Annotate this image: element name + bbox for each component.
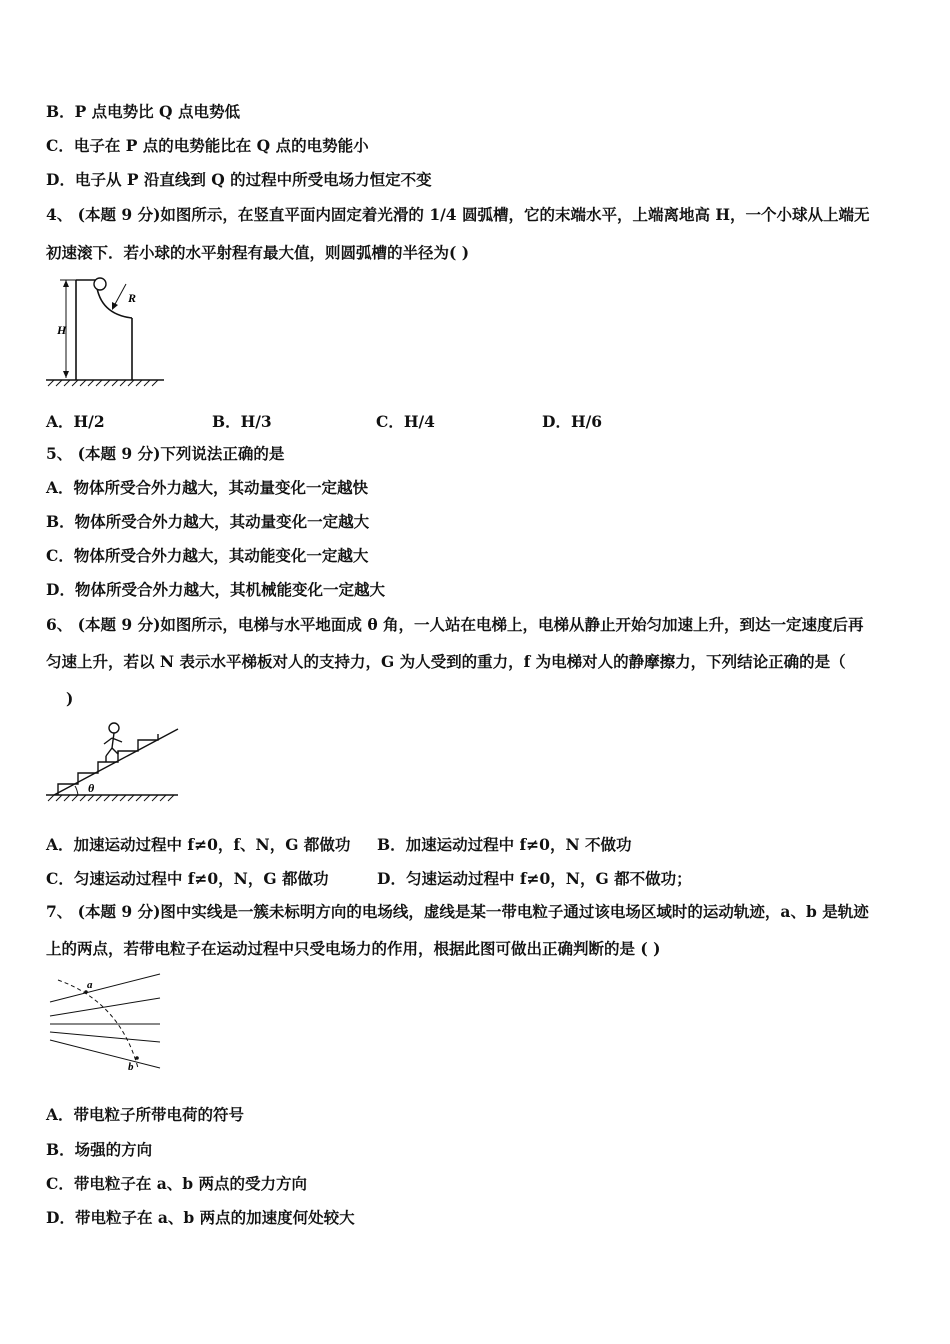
q4-figure-h-label: H: [57, 323, 67, 337]
q6-figure-theta-label: θ: [88, 781, 95, 795]
q4-stem-line2: 初速滚下．若小球的水平射程有最大值，则圆弧槽的半径为( ): [46, 243, 470, 262]
q5-option-d: D．物体所受合外力越大，其机械能变化一定越大: [46, 580, 385, 599]
q7-option-d: D．带电粒子在 a、b 两点的加速度何处较大: [46, 1208, 355, 1227]
q7-stem-line2: 上的两点，若带电粒子在运动过程中只受电场力的作用，根据此图可做出正确判断的是 ( ): [46, 939, 661, 958]
q6-stem-line3: ): [66, 689, 74, 708]
q4-option-b: B．H/3: [212, 412, 272, 431]
q5-stem: 5、 (本题 9 分)下列说法正确的是: [46, 444, 285, 463]
q7-figure-a-label: a: [87, 979, 93, 991]
q5-option-a: A．物体所受合外力越大，其动量变化一定越快: [46, 478, 369, 497]
q6-options-row2: [46, 867, 906, 887]
q4-option-d: D．H/6: [542, 412, 603, 431]
q4-options: [46, 410, 906, 430]
q3-option-b: B．P 点电势比 Q 点电势低: [46, 102, 240, 121]
q4-figure-arc-track: [44, 272, 169, 387]
q6-option-c: C．匀速运动过程中 f≠0，N，G 都做功: [46, 869, 329, 888]
q6-option-b: B．加速运动过程中 f≠0，N 不做功: [377, 835, 632, 854]
q7-option-a: A．带电粒子所带电荷的符号: [46, 1105, 245, 1124]
q6-stem-line2: 匀速上升，若以 N 表示水平梯板对人的支持力，G 为人受到的重力，f 为电梯对人的静摩擦力，下列结论正确的是（: [46, 652, 846, 671]
q7-figure-b-label: b: [128, 1061, 134, 1073]
q3-option-d: D．电子从 P 沿直线到 Q 的过程中所受电场力恒定不变: [46, 170, 432, 189]
q6-option-a: A．加速运动过程中 f≠0，f、N，G 都做功: [46, 835, 351, 854]
q7-stem-line1: 7、 (本题 9 分)图中实线是一簇未标明方向的电场线，虚线是某一带电粒子通过该电场区域时的运动轨迹，a、b 是轨迹: [46, 902, 869, 921]
q4-option-a: A．H/2: [46, 412, 105, 431]
q6-stem-line1: 6、 (本题 9 分)如图所示，电梯与水平地面成 θ 角，一人站在电梯上，电梯从静止开始匀加速上升，到达一定速度后再: [46, 615, 864, 634]
q7-option-c: C．带电粒子在 a、b 两点的受力方向: [46, 1174, 308, 1193]
q4-stem-line1: 4、 (本题 9 分)如图所示，在竖直平面内固定着光滑的 1/4 圆弧槽，它的末端水平，上端离地高 H，一个小球从上端无: [46, 205, 870, 224]
q7-option-b: B．场强的方向: [46, 1140, 153, 1159]
q6-options-row1: [46, 833, 906, 853]
q6-option-d: D．匀速运动过程中 f≠0，N，G 都不做功；: [377, 869, 692, 888]
q6-figure-escalator: [44, 718, 182, 803]
q4-figure-r-label: R: [128, 291, 137, 305]
q5-option-c: C．物体所受合外力越大，其动能变化一定越大: [46, 546, 369, 565]
q7-figure-field-lines: [44, 972, 169, 1077]
q4-option-c: C．H/4: [376, 412, 435, 431]
q3-option-c: C．电子在 P 点的电势能比在 Q 点的电势能小: [46, 136, 369, 155]
q5-option-b: B．物体所受合外力越大，其动量变化一定越大: [46, 512, 370, 531]
